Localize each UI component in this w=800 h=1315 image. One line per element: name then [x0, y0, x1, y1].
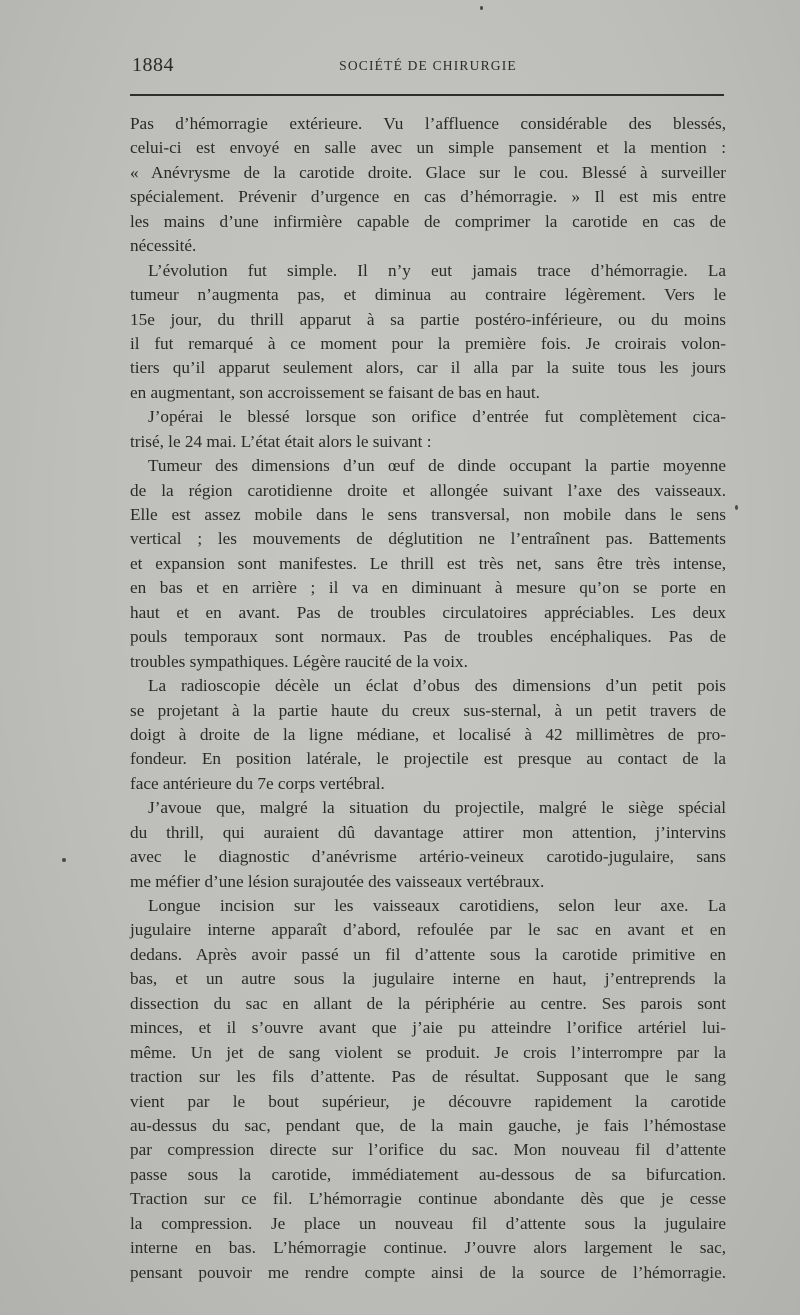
text-line: dedans. Après avoir passé un fil d’attente sous la carotide primitive en [130, 944, 726, 964]
text-line: 15e jour, du thrill apparut à sa partie postéro-inférieure, ou du moins [130, 309, 726, 329]
text-line: la compression. Je place un nouveau fil d’attente sous la jugulaire [130, 1213, 726, 1233]
text-line: « Anévrysme de la carotide droite. Glace sur le cou. Blessé à surveiller [130, 162, 726, 182]
text-line: nécessité. [130, 236, 197, 256]
text-line: interne en bas. L’hémorragie continue. J’ouvre alors largement le sac, [130, 1238, 726, 1258]
text-line: dissection du sac en allant de la périphérie au centre. Ses parois sont [130, 993, 726, 1013]
text-line: tiers qu’il apparut seulement alors, car il alla par la suite tous les jours [130, 358, 726, 378]
print-speck [735, 505, 738, 510]
print-speck [62, 858, 66, 862]
text-line: spécialement. Prévenir d’urgence en cas d’hémorragie. » Il est mis entre [130, 187, 726, 207]
text-line: Elle est assez mobile dans le sens transversal, non mobile dans le sens [130, 505, 726, 524]
header-rule [130, 94, 724, 96]
body-text [130, 112, 726, 1285]
text-line: les mains d’une infirmière capable de comprimer la carotide en cas de [130, 211, 726, 231]
text-line: pensant pouvoir me rendre compte ainsi de la source de l’hémorragie. [130, 1262, 726, 1282]
text-line: en augmentant, son accroissement se faisant de bas en haut. [130, 382, 540, 402]
text-line: pouls temporaux sont normaux. Pas de troubles encéphaliques. Pas de [130, 627, 726, 647]
text-line: jugulaire interne apparaît d’abord, refoulée par le sac en avant et en [130, 920, 726, 940]
text-line: Longue incision sur les vaisseaux carotidiens, selon leur axe. La [148, 896, 726, 915]
text-line: trisé, le 24 mai. L’état était alors le suivant : [130, 431, 432, 451]
text-line: J’avoue que, malgré la situation du projectile, malgré le siège spécial [148, 798, 726, 818]
text-line: même. Un jet de sang violent se produit. Je crois l’interrompre par la [130, 1042, 726, 1062]
text-line: Tumeur des dimensions d’un œuf de dinde occupant la partie moyenne [148, 456, 726, 476]
text-line: doigt à droite de la ligne médiane, et localisé à 42 millimètres de pro- [130, 724, 726, 744]
text-line: et expansion sont manifestes. Le thrill est très net, sans être très intense, [130, 553, 726, 573]
text-line: en bas et en arrière ; il va en diminuant à mesure qu’on se porte en [130, 578, 726, 598]
text-line: vertical ; les mouvements de déglutition ne l’entraînent pas. Battements [130, 529, 726, 549]
text-line: bas, et un autre sous la jugulaire interne en haut, j’entreprends la [130, 969, 726, 989]
text-line: face antérieure du 7e corps vertébral. [130, 773, 385, 793]
text-line: Traction sur ce fil. L’hémorragie continue abondante dès que je cesse [130, 1189, 726, 1209]
text-line: de la région carotidienne droite et allongée suivant l’axe des vaisseaux. [130, 480, 726, 500]
text-line: troubles sympathiques. Légère raucité de la voix. [130, 651, 468, 671]
text-line: il fut remarqué à ce moment pour la première fois. Je croirais volon- [130, 333, 726, 353]
text-line: passe sous la carotide, immédiatement au-dessous de sa bifurcation. [130, 1164, 726, 1184]
text-line: par compression directe sur l’orifice du sac. Mon nouveau fil d’attente [130, 1140, 726, 1160]
text-line: au-dessus du sac, pendant que, de la main gauche, je fais l’hémostase [130, 1115, 726, 1135]
text-line: La radioscopie décèle un éclat d’obus des dimensions d’un petit pois [148, 676, 726, 696]
print-speck [480, 6, 483, 10]
text-line: J’opérai le blessé lorsque son orifice d’entrée fut complètement cica- [148, 407, 726, 427]
text-line: tumeur n’augmenta pas, et diminua au contraire légèrement. Vers le [130, 285, 726, 305]
text-line: traction sur les fils d’attente. Pas de résultat. Supposant que le sang [130, 1067, 726, 1087]
text-line: minces, et il s’ouvre avant que j’aie pu atteindre l’orifice artériel lui- [130, 1018, 726, 1038]
page-number: 1884 [132, 54, 174, 76]
text-line: se projetant à la partie haute du creux sus-sternal, à un petit travers de [130, 700, 726, 720]
page-header [132, 54, 724, 82]
text-line: Pas d’hémorragie extérieure. Vu l’affluence considérable des blessés, [130, 114, 726, 133]
text-line: vient par le bout supérieur, je découvre rapidement la carotide [130, 1091, 726, 1111]
text-line: celui-ci est envoyé en salle avec un simple pansement et la mention : [130, 138, 726, 158]
text-line: fondeur. En position latérale, le projectile est presque au contact de la [130, 749, 726, 769]
text-line: du thrill, qui auraient dû davantage attirer mon attention, j’intervins [130, 822, 726, 842]
running-title: SOCIÉTÉ DE CHIRURGIE [339, 58, 517, 73]
text-line: me méfier d’une lésion surajoutée des vaisseaux vertébraux. [130, 871, 545, 891]
text-line: avec le diagnostic d’anévrisme artério-veineux carotido-jugulaire, sans [130, 847, 726, 867]
text-line: haut et en avant. Pas de troubles circulatoires appréciables. Les deux [130, 602, 726, 622]
text-line: L’évolution fut simple. Il n’y eut jamais trace d’hémorragie. La [148, 260, 726, 280]
